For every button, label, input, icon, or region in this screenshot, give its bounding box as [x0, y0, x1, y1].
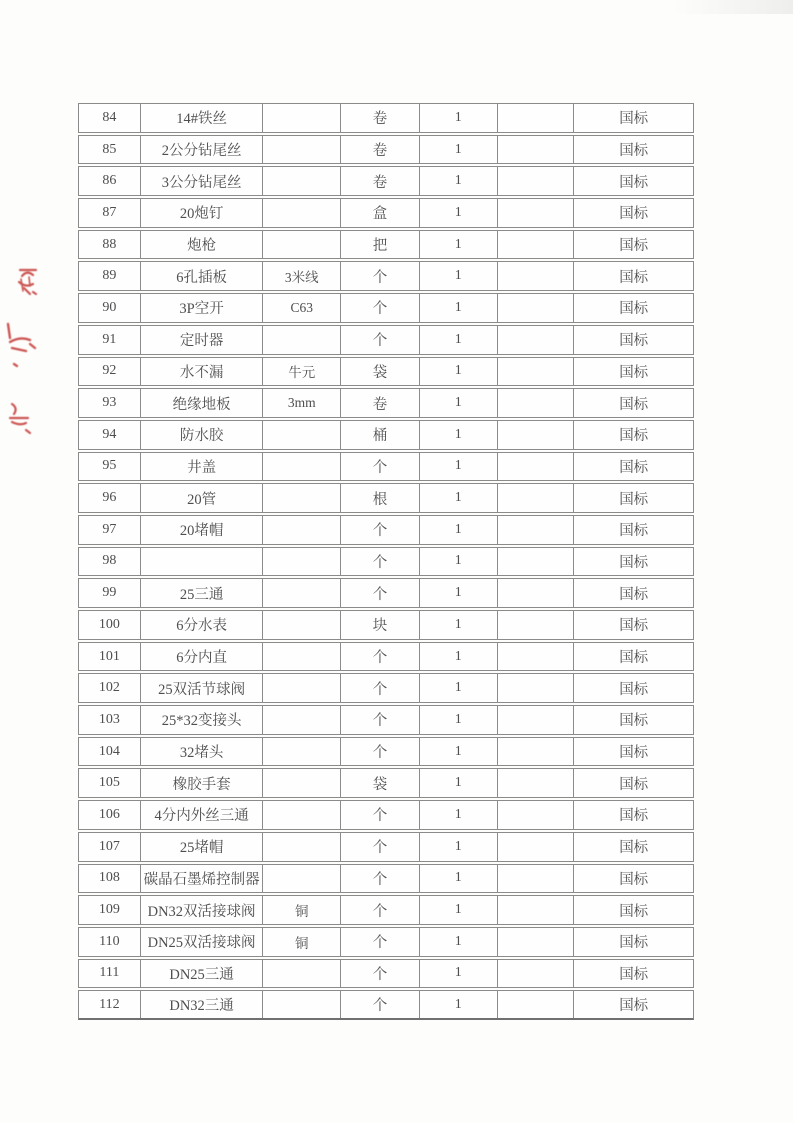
cell-item-name: 6分水表 [141, 611, 264, 639]
cell-note [498, 579, 575, 607]
table-row [78, 420, 694, 450]
cell-unit: 个 [341, 833, 420, 861]
cell-quantity: 1 [420, 136, 498, 164]
cell-quantity: 1 [420, 516, 498, 544]
cell-spec [263, 865, 341, 893]
cell-spec: 牛元 [263, 358, 341, 386]
cell-item-name: 25堵帽 [141, 833, 264, 861]
cell-unit: 根 [341, 484, 420, 512]
cell-note [498, 674, 575, 702]
cell-unit: 个 [341, 960, 420, 988]
cell-item-name: 25双活节球阀 [141, 674, 264, 702]
cell-quantity: 1 [420, 674, 498, 702]
cell-item-name: 3公分钻尾丝 [141, 167, 264, 195]
cell-item-number: 87 [79, 199, 141, 227]
cell-spec [263, 738, 341, 766]
cell-spec: 3米线 [263, 262, 341, 290]
cell-spec [263, 611, 341, 639]
cell-standard: 国标 [619, 966, 649, 983]
cell-note [498, 865, 575, 893]
cell-unit: 个 [341, 738, 420, 766]
cell-unit: 个 [341, 548, 420, 576]
table-row [78, 135, 694, 165]
cell-quantity: 1 [420, 262, 498, 290]
table-row [78, 230, 694, 260]
table-row [78, 927, 694, 957]
cell-unit: 袋 [341, 769, 420, 797]
cell-standard: 国标 [619, 681, 649, 698]
cell-unit: 卷 [341, 389, 420, 417]
cell-standard: 国标 [619, 903, 649, 920]
cell-item-name: 绝缘地板 [141, 389, 264, 417]
cell-quantity: 1 [420, 928, 498, 956]
cell-item-name: DN32三通 [141, 991, 264, 1018]
cell-unit: 个 [341, 579, 420, 607]
cell-unit: 个 [341, 801, 420, 829]
cell-item-number: 102 [79, 674, 141, 702]
cell-unit: 块 [341, 611, 420, 639]
cell-standard: 国标 [619, 808, 649, 825]
cell-item-name [141, 548, 264, 576]
cell-quantity: 1 [420, 769, 498, 797]
table-row [78, 673, 694, 703]
cell-item-number: 108 [79, 865, 141, 893]
cell-standard: 国标 [619, 871, 649, 888]
cell-standard: 国标 [619, 428, 649, 445]
cell-quantity: 1 [420, 104, 498, 132]
cell-spec [263, 167, 341, 195]
cell-quantity: 1 [420, 389, 498, 417]
cell-standard: 国标 [619, 174, 649, 191]
table-row [78, 166, 694, 196]
cell-note [498, 706, 575, 734]
cell-quantity: 1 [420, 611, 498, 639]
table-row [78, 388, 694, 418]
cell-item-number: 90 [79, 294, 141, 322]
cell-note [498, 516, 575, 544]
cell-spec [263, 643, 341, 671]
cell-spec [263, 548, 341, 576]
cell-note [498, 833, 575, 861]
cell-item-number: 100 [79, 611, 141, 639]
cell-spec [263, 579, 341, 607]
cell-item-name: 20堵帽 [141, 516, 264, 544]
cell-standard: 国标 [619, 586, 649, 603]
cell-standard: 国标 [619, 491, 649, 508]
cell-spec [263, 674, 341, 702]
cell-quantity: 1 [420, 358, 498, 386]
cell-unit: 个 [341, 516, 420, 544]
cell-item-name: 水不漏 [141, 358, 264, 386]
cell-standard: 国标 [619, 301, 649, 318]
cell-quantity: 1 [420, 833, 498, 861]
cell-spec: 3mm [263, 389, 341, 417]
cell-unit: 个 [341, 453, 420, 481]
cell-item-number: 84 [79, 104, 141, 132]
cell-spec [263, 231, 341, 259]
cell-standard: 国标 [619, 554, 649, 571]
cell-quantity: 1 [420, 865, 498, 893]
cell-note [498, 611, 575, 639]
cell-spec [263, 199, 341, 227]
cell-unit: 个 [341, 643, 420, 671]
cell-spec [263, 104, 341, 132]
cell-unit: 袋 [341, 358, 420, 386]
cell-quantity: 1 [420, 294, 498, 322]
cell-unit: 桶 [341, 421, 420, 449]
cell-item-number: 98 [79, 548, 141, 576]
cell-quantity: 1 [420, 231, 498, 259]
cell-item-number: 99 [79, 579, 141, 607]
cell-quantity: 1 [420, 706, 498, 734]
table-row [78, 832, 694, 862]
table-row [78, 610, 694, 640]
cell-unit: 把 [341, 231, 420, 259]
cell-standard: 国标 [619, 840, 649, 857]
cell-unit: 卷 [341, 167, 420, 195]
cell-note [498, 643, 575, 671]
cell-unit: 个 [341, 326, 420, 354]
cell-spec [263, 421, 341, 449]
cell-quantity: 1 [420, 579, 498, 607]
cell-item-name: 25三通 [141, 579, 264, 607]
cell-item-name: 防水胶 [141, 421, 264, 449]
cell-quantity: 1 [420, 453, 498, 481]
cell-note [498, 136, 575, 164]
cell-spec [263, 991, 341, 1018]
cell-note [498, 231, 575, 259]
cell-spec [263, 960, 341, 988]
cell-quantity: 1 [420, 991, 498, 1018]
cell-quantity: 1 [420, 801, 498, 829]
cell-item-number: 104 [79, 738, 141, 766]
cell-spec [263, 769, 341, 797]
table-row [78, 483, 694, 513]
cell-quantity: 1 [420, 484, 498, 512]
cell-standard: 国标 [619, 998, 649, 1015]
cell-note [498, 928, 575, 956]
cell-standard: 国标 [619, 523, 649, 540]
cell-spec: 铜 [263, 896, 341, 924]
table-row [78, 325, 694, 355]
cell-standard: 国标 [619, 776, 649, 793]
cell-spec [263, 833, 341, 861]
cell-note [498, 484, 575, 512]
cell-spec [263, 801, 341, 829]
cell-standard: 国标 [619, 935, 649, 952]
cell-quantity: 1 [420, 896, 498, 924]
cell-item-number: 95 [79, 453, 141, 481]
cell-standard: 国标 [619, 333, 649, 350]
cell-spec [263, 516, 341, 544]
cell-unit: 卷 [341, 104, 420, 132]
cell-item-number: 91 [79, 326, 141, 354]
cell-quantity: 1 [420, 738, 498, 766]
cell-note [498, 421, 575, 449]
cell-item-name: 6孔插板 [141, 262, 264, 290]
cell-item-number: 96 [79, 484, 141, 512]
cell-item-name: 14#铁丝 [141, 104, 264, 132]
table-row [78, 705, 694, 735]
cell-note [498, 960, 575, 988]
cell-item-number: 105 [79, 769, 141, 797]
table-row [78, 103, 694, 133]
cell-standard: 国标 [619, 650, 649, 667]
table-row [78, 357, 694, 387]
table-row [78, 261, 694, 291]
cell-spec [263, 706, 341, 734]
cell-standard: 国标 [619, 143, 649, 160]
cell-quantity: 1 [420, 199, 498, 227]
cell-item-name: 橡胶手套 [141, 769, 264, 797]
cell-quantity: 1 [420, 643, 498, 671]
cell-unit: 卷 [341, 136, 420, 164]
table-row [78, 990, 694, 1020]
cell-item-name: DN32双活接球阀 [141, 896, 264, 924]
cell-note [498, 262, 575, 290]
table-row [78, 737, 694, 767]
cell-item-name: 3P空开 [141, 294, 264, 322]
table-row [78, 895, 694, 925]
cell-note [498, 453, 575, 481]
table-row [78, 768, 694, 798]
cell-standard: 国标 [619, 713, 649, 730]
cell-standard: 国标 [619, 459, 649, 476]
cell-note [498, 389, 575, 417]
cell-unit: 个 [341, 865, 420, 893]
table-row [78, 515, 694, 545]
red-stamp-fragment [0, 252, 64, 452]
table-row [78, 293, 694, 323]
cell-item-name: DN25双活接球阀 [141, 928, 264, 956]
scan-shading [673, 0, 793, 14]
cell-item-number: 103 [79, 706, 141, 734]
cell-note [498, 294, 575, 322]
cell-unit: 个 [341, 991, 420, 1018]
cell-standard: 国标 [619, 111, 649, 128]
cell-item-number: 107 [79, 833, 141, 861]
cell-quantity: 1 [420, 167, 498, 195]
cell-standard: 国标 [619, 238, 649, 255]
cell-item-number: 86 [79, 167, 141, 195]
cell-note [498, 769, 575, 797]
cell-item-name: 定时器 [141, 326, 264, 354]
cell-unit: 个 [341, 674, 420, 702]
cell-item-number: 92 [79, 358, 141, 386]
cell-item-name: 2公分钻尾丝 [141, 136, 264, 164]
cell-item-number: 89 [79, 262, 141, 290]
cell-note [498, 991, 575, 1018]
cell-spec [263, 326, 341, 354]
cell-quantity: 1 [420, 421, 498, 449]
cell-item-name: DN25三通 [141, 960, 264, 988]
table-row [78, 578, 694, 608]
cell-unit: 个 [341, 294, 420, 322]
cell-item-number: 109 [79, 896, 141, 924]
cell-unit: 个 [341, 262, 420, 290]
cell-unit: 个 [341, 928, 420, 956]
cell-item-number: 101 [79, 643, 141, 671]
cell-item-number: 93 [79, 389, 141, 417]
table-row [78, 452, 694, 482]
cell-spec [263, 453, 341, 481]
cell-note [498, 167, 575, 195]
cell-item-name: 32堵头 [141, 738, 264, 766]
cell-item-number: 106 [79, 801, 141, 829]
cell-item-number: 110 [79, 928, 141, 956]
cell-note [498, 801, 575, 829]
cell-unit: 个 [341, 706, 420, 734]
cell-quantity: 1 [420, 326, 498, 354]
table-row [78, 864, 694, 894]
cell-note [498, 738, 575, 766]
cell-spec: 铜 [263, 928, 341, 956]
table-row [78, 800, 694, 830]
cell-item-number: 112 [79, 991, 141, 1018]
cell-item-name: 炮枪 [141, 231, 264, 259]
cell-item-name: 碳晶石墨烯控制器 [141, 865, 264, 893]
cell-item-number: 88 [79, 231, 141, 259]
cell-note [498, 326, 575, 354]
cell-standard: 国标 [619, 396, 649, 413]
cell-quantity: 1 [420, 548, 498, 576]
cell-item-name: 4分内外丝三通 [141, 801, 264, 829]
table-row [78, 642, 694, 672]
cell-standard: 国标 [619, 206, 649, 223]
cell-note [498, 104, 575, 132]
cell-standard: 国标 [619, 745, 649, 762]
cell-note [498, 358, 575, 386]
table-row [78, 959, 694, 989]
cell-spec [263, 136, 341, 164]
cell-spec [263, 484, 341, 512]
cell-note [498, 896, 575, 924]
cell-item-name: 25*32变接头 [141, 706, 264, 734]
table-row [78, 547, 694, 577]
cell-item-number: 111 [79, 960, 141, 988]
materials-table [78, 103, 694, 1020]
cell-item-name: 20炮钉 [141, 199, 264, 227]
table-row [78, 198, 694, 228]
cell-note [498, 199, 575, 227]
cell-item-name: 6分内直 [141, 643, 264, 671]
cell-standard: 国标 [619, 618, 649, 635]
cell-standard: 国标 [619, 364, 649, 381]
cell-unit: 个 [341, 896, 420, 924]
cell-item-name: 井盖 [141, 453, 264, 481]
cell-unit: 盒 [341, 199, 420, 227]
cell-spec: C63 [263, 294, 341, 322]
cell-item-number: 85 [79, 136, 141, 164]
cell-quantity: 1 [420, 960, 498, 988]
cell-item-name: 20管 [141, 484, 264, 512]
cell-standard: 国标 [619, 269, 649, 286]
cell-item-number: 94 [79, 421, 141, 449]
cell-item-number: 97 [79, 516, 141, 544]
cell-note [498, 548, 575, 576]
